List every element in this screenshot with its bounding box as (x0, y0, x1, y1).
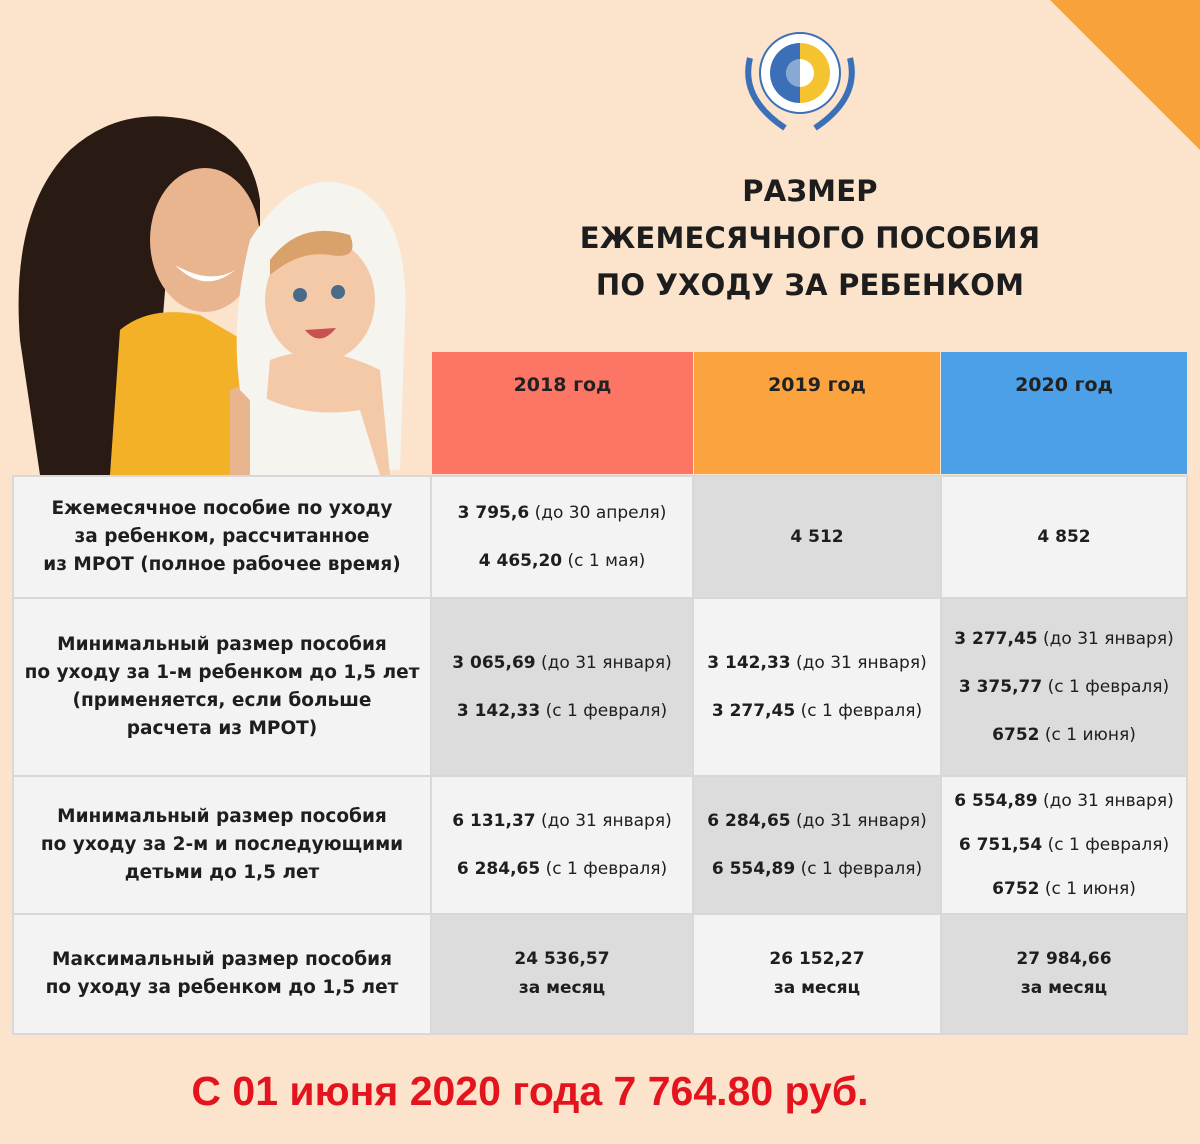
cell-value: 3 795,6 (до 30 апреля) (457, 503, 667, 523)
table-cell (692, 913, 942, 1035)
row-label-line: расчета из МРОТ) (126, 718, 318, 739)
cell-value: 3 142,33 (с 1 февраля) (456, 701, 668, 721)
row-label (12, 913, 432, 1035)
cell-value: 27 984,66 (1016, 949, 1112, 969)
column-header-2018: 2018 год (432, 352, 693, 474)
cell-value: 6752 (с 1 июня) (992, 879, 1136, 899)
row-label (12, 597, 432, 777)
row-label-line: Максимальный размер пособия (52, 949, 392, 970)
mother-with-baby-photo (0, 90, 432, 475)
table-cell (430, 913, 694, 1035)
cell-value: 4 512 (790, 527, 844, 547)
table-cell (692, 597, 942, 777)
cell-value: 6752 (с 1 июня) (992, 725, 1136, 745)
row-label-line: Минимальный размер пособия (57, 634, 387, 655)
row-label (12, 475, 432, 599)
cell-value: 4 465,20 (с 1 мая) (478, 551, 646, 571)
cell-value: 3 375,77 (с 1 февраля) (958, 677, 1170, 697)
corner-accent (1050, 0, 1200, 150)
cell-value: 24 536,57 (514, 949, 610, 969)
table-cell (940, 775, 1188, 915)
cell-value: 6 131,37 (до 31 января) (452, 811, 672, 831)
cell-value: 6 751,54 (с 1 февраля) (958, 835, 1170, 855)
row-label-line: по уходу за 2-м и последующими (40, 834, 404, 855)
table-cell (940, 913, 1188, 1035)
row-label-line: Минимальный размер пособия (57, 806, 387, 827)
cell-value: за месяц (773, 978, 861, 998)
column-header-2020: 2020 год (941, 352, 1187, 474)
row-label-line: по уходу за 1-м ребенком до 1,5 лет (24, 662, 420, 683)
table-cell (430, 475, 694, 599)
table-cell (430, 597, 694, 777)
cell-value: 3 277,45 (до 31 января) (954, 629, 1174, 649)
cell-value: 3 142,33 (до 31 января) (707, 653, 927, 673)
row-label-line: (применяется, если больше (72, 690, 372, 711)
row-label-line: Ежемесячное пособие по уходу (51, 498, 393, 519)
title-line-1: РАЗМЕР (742, 174, 878, 208)
cell-value: за месяц (518, 978, 606, 998)
row-label-line: из МРОТ (полное рабочее время) (43, 554, 401, 575)
cell-value: 3 277,45 (с 1 февраля) (711, 701, 923, 721)
cell-value: 6 554,89 (до 31 января) (954, 791, 1174, 811)
cell-value: 6 284,65 (до 31 января) (707, 811, 927, 831)
fss-emblem-icon (730, 18, 870, 138)
page-title (560, 168, 1060, 309)
table-cell (940, 475, 1188, 599)
title-line-3: ПО УХОДУ ЗА РЕБЕНКОМ (595, 268, 1025, 302)
table-cell (692, 775, 942, 915)
row-label-line: по уходу за ребенком до 1,5 лет (45, 977, 399, 998)
footer-note: С 01 июня 2020 года 7 764.80 руб. (191, 1068, 869, 1114)
table-cell (692, 475, 942, 599)
row-label-line: за ребенком, рассчитанное (74, 526, 370, 547)
row-label (12, 775, 432, 915)
column-header-2019: 2019 год (694, 352, 940, 474)
title-line-2: ЕЖЕМЕСЯЧНОГО ПОСОБИЯ (579, 221, 1041, 255)
table-cell (430, 775, 694, 915)
cell-value: 4 852 (1037, 527, 1091, 547)
cell-value: 6 284,65 (с 1 февраля) (456, 859, 668, 879)
row-label-line: детьми до 1,5 лет (124, 862, 320, 883)
cell-value: 26 152,27 (769, 949, 865, 969)
cell-value: 3 065,69 (до 31 января) (452, 653, 672, 673)
table-cell (940, 597, 1188, 777)
cell-value: за месяц (1020, 978, 1108, 998)
cell-value: 6 554,89 (с 1 февраля) (711, 859, 923, 879)
